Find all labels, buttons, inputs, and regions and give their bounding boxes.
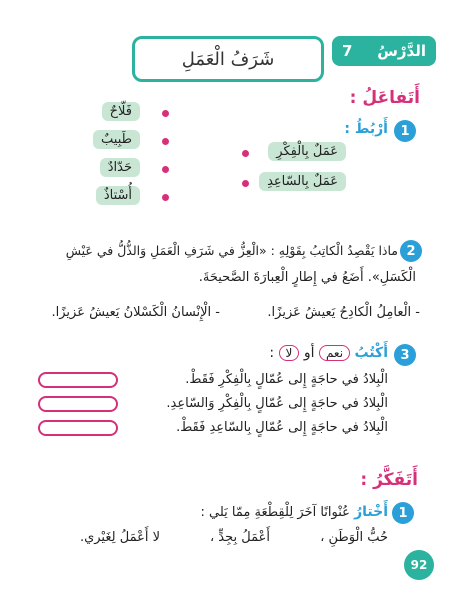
match-left-item-3: حَدّادٌ xyxy=(100,158,140,177)
page-number: 92 xyxy=(404,550,434,580)
title-choice-3[interactable]: لا أَعْمَلُ لِغَيْري. xyxy=(79,530,160,545)
question-1-label: أَرْبُطُ : xyxy=(344,121,388,137)
lesson-tab xyxy=(332,36,436,66)
title-choice-1[interactable]: حُبُّ الْوَطَنِ ، xyxy=(320,530,388,545)
match-dot-right-1[interactable] xyxy=(242,150,249,157)
lesson-number: 7 xyxy=(342,42,353,60)
answer-box-2[interactable] xyxy=(38,396,118,412)
no-choice: لا xyxy=(279,345,300,361)
question-2-option-a[interactable]: - الْعامِلُ الْكادِحُ يَعيشُ عَزيزًا. xyxy=(267,305,420,320)
or-word: أو xyxy=(303,345,315,361)
question-3-header xyxy=(269,345,388,361)
match-dot-left-1[interactable] xyxy=(162,110,169,117)
question-2-option-b[interactable]: - الْإِنْسانُ الْكَسْلانُ يَعيشُ عَزيزًا. xyxy=(51,305,220,320)
match-right-item-1: عَمَلٌ بِالْفِكْرِ xyxy=(268,142,346,161)
lesson-label: الدَّرْسُ xyxy=(377,42,426,60)
section-think-title: أَتَفَكَّرُ : xyxy=(360,470,418,490)
statement-3: الْبِلادُ في حاجَةٍ إِلى عُمّالٍ بِالسّاعِدِ فَقَطْ. xyxy=(176,420,388,435)
statement-2: الْبِلادُ في حاجَةٍ إِلى عُمّالٍ بِالْفِكْرِ وَالسّاعِدِ. xyxy=(166,396,388,411)
match-left-item-1: فَلّاحٌ xyxy=(102,102,140,121)
lesson-title-box xyxy=(132,36,324,82)
statement-1: الْبِلادُ في حاجَةٍ إِلى عُمّالٍ بِالْفِكْرِ فَقَطْ. xyxy=(185,372,388,387)
question-4-label: أَخْتارُ xyxy=(354,504,388,520)
question-1-badge: 1 xyxy=(394,120,416,142)
match-left-item-2: طَبِيبٌ xyxy=(93,130,140,149)
yes-choice: نعم xyxy=(319,345,350,361)
question-3-label: أَكْتُبُ xyxy=(354,345,388,361)
match-dot-left-2[interactable] xyxy=(162,138,169,145)
question-2-line-1: ماذا يَقْصِدُ الْكاتِبُ بِقَوْلِهِ : «الْعِزُّ في شَرَفِ الْعَمَلِ وَالذُّلُّ في عَيْشِ xyxy=(65,243,398,258)
answer-box-1[interactable] xyxy=(38,372,118,388)
question-4-badge: 1 xyxy=(392,502,414,524)
question-3-badge: 3 xyxy=(394,344,416,366)
title-choice-2[interactable]: أَعْمَلُ بِجِدٍّ ، xyxy=(209,530,270,545)
match-dot-left-4[interactable] xyxy=(162,194,169,201)
question-4-instruction: عُنْوانًا آخَرَ لِلْقِطْعَةِ مِمّا يَلي : xyxy=(200,505,350,520)
match-left-item-4: أُسْتاذٌ xyxy=(96,186,140,205)
match-right-item-2: عَمَلٌ بِالسّاعِدِ xyxy=(259,172,346,191)
section-interact-title: أَتَفاعَلُ : xyxy=(349,88,420,108)
question-4-header xyxy=(201,504,388,520)
question-2-badge: 2 xyxy=(400,240,422,262)
question-3-colon: : xyxy=(269,345,275,361)
question-2-line-2: الْكَسَلِ». أَضَعُ في إِطارٍ الْعِبارَةَ الصَّحيحَةَ. xyxy=(198,270,416,285)
answer-box-3[interactable] xyxy=(38,420,118,436)
match-dot-left-3[interactable] xyxy=(162,166,169,173)
match-dot-right-2[interactable] xyxy=(242,180,249,187)
lesson-title: شَرَفُ الْعَمَلِ xyxy=(181,48,275,70)
